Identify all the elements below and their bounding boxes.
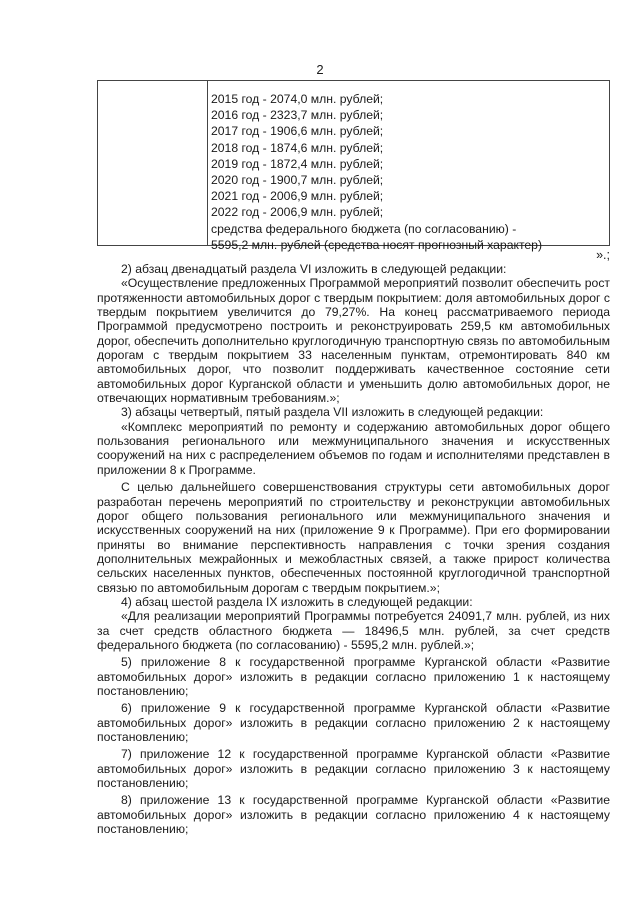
table-funding-cell bbox=[211, 91, 606, 253]
table-line: 2017 год - 1906,6 млн. рублей; bbox=[211, 124, 384, 139]
paragraph-quote-section-ix: «Для реализации мероприятий Программы потребуется 24091,7 млн. рублей, из них за счет средств областного бюджета — 18496,5 млн. рублей, за счет средств федерального бюджета (по согласованию) - 5595,2 млн. рублей.»; bbox=[97, 609, 610, 652]
document-body bbox=[97, 262, 610, 836]
table-line: средства федерального бюджета (по согласованию) - bbox=[211, 221, 517, 236]
paragraph-item-4: 4) абзац шестой раздела IX изложить в следующей редакции: bbox=[121, 594, 473, 609]
table-line: 5595,2 млн. рублей (средства носят прогнозный характер) bbox=[211, 237, 543, 252]
paragraph-item-5: 5) приложение 8 к государственной программе Курганской области «Развитие автомобильных дорог» изложить в редакции согласно приложению 1 к настоящему постановлению; bbox=[97, 655, 610, 698]
paragraph-item-2: 2) абзац двенадцатый раздела VI изложить в следующей редакции: bbox=[121, 262, 507, 276]
table-right-border bbox=[609, 81, 610, 245]
budget-table bbox=[97, 80, 610, 252]
paragraph-quote-section-vii-b: С целью дальнейшего совершенствования структуры сети автомобильных дорог разработан перечень мероприятий по строительству и реконструкции автомобильных дорог общего пользования регионального или межмуниципального значения и искусственных сооружений на них (приложение 9 к Программе). При его формировании приняты во внимание перспективность направления с точки зрения создания дополнительных межрайонных и межобластных связей, а также прирост количества сельских населенных пунктов, обеспеченных постоянной круглогодичной транспортной связью по автомобильным дорогам с твердым покрытием.»; bbox=[97, 480, 610, 595]
table-line: 2020 год - 1900,7 млн. рублей; bbox=[211, 173, 384, 188]
table-line: 2019 год - 1872,4 млн. рублей; bbox=[211, 156, 384, 171]
page-number: 2 bbox=[316, 62, 324, 77]
table-closing-quote: ».; bbox=[596, 248, 610, 262]
paragraph-quote-section-vi: «Осуществление предложенных Программой мероприятий позволит обеспечить рост протяженности автомобильных дорог с твердым покрытием: доля автомобильных дорог с твердым покрытием увеличится до 79,27%. На конец рассматриваемого периода Программой предусмотрено построить и реконструировать 259,5 км автомобильных дорог, обеспечить дополнительно круглогодичную транспортную связь по автомобильным дорогам с твердым покрытием 33 населенным пунктам, отремонтировать 840 км автомобильных дорог, что позволит поддерживать качественное состояние сети автомобильных дорог Курганской области и уменьшить долю автомобильных дорог, не отвечающих нормативным требованиям.»; bbox=[97, 276, 610, 406]
paragraph-item-3: 3) абзацы четвертый, пятый раздела VII изложить в следующей редакции: bbox=[121, 405, 544, 420]
table-column-divider bbox=[207, 81, 208, 245]
table-line: 2018 год - 1874,6 млн. рублей; bbox=[211, 140, 384, 155]
table-line: 2015 год - 2074,0 млн. рублей; bbox=[211, 92, 384, 106]
paragraph-item-7: 7) приложение 12 к государственной программе Курганской области «Развитие автомобильных дорог» изложить в редакции согласно приложению 3 к настоящему постановлению; bbox=[97, 747, 610, 791]
table-line: 2021 год - 2006,9 млн. рублей; bbox=[211, 189, 384, 204]
paragraph-item-8: 8) приложение 13 к государственной программе Курганской области «Развитие автомобильных дорог» изложить в редакции согласно приложению 4 к настоящему постановлению; bbox=[97, 793, 610, 837]
paragraph-item-6: 6) приложение 9 к государственной программе Курганской области «Развитие автомобильных дорог» изложить в редакции согласно приложению 2 к настоящему постановлению; bbox=[97, 701, 610, 744]
table-line: 2022 год - 2006,9 млн. рублей; bbox=[211, 205, 384, 220]
paragraph-quote-section-vii-a: «Комплекс мероприятий по ремонту и содержанию автомобильных дорог общего пользования регионального или межмуниципального значения и искусственных сооружений на них с распределением объемов по годам и исполнителями представлен в приложении 8 к Программе. bbox=[97, 419, 610, 477]
table-line: 2016 год - 2323,7 млн. рублей; bbox=[211, 108, 384, 123]
